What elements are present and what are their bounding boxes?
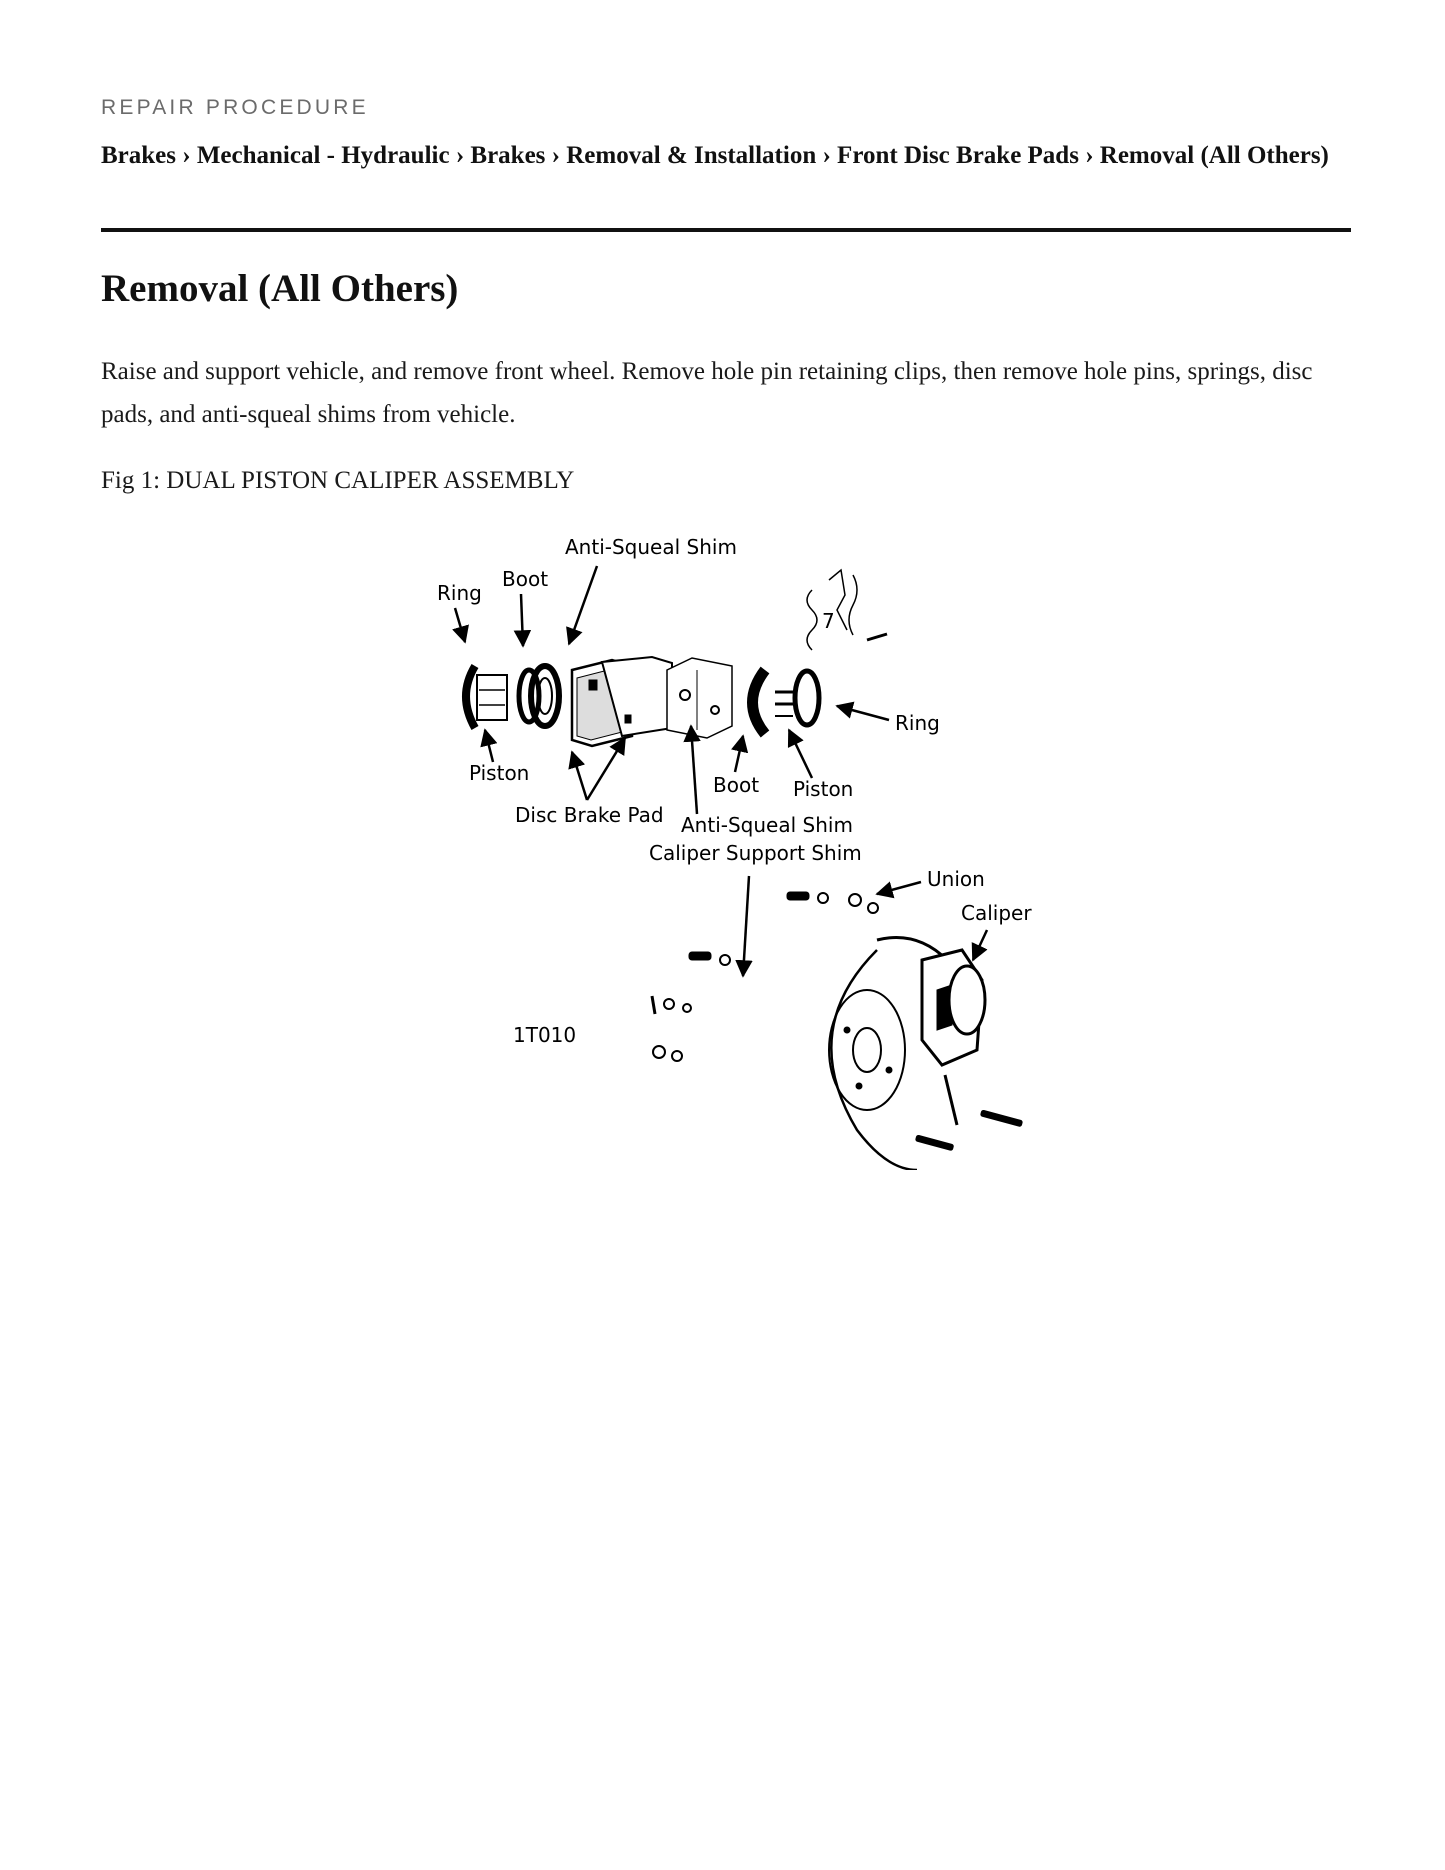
ring-right-drawing	[795, 671, 819, 725]
label-ring-left: Ring	[437, 581, 482, 605]
label-piston-right: Piston	[793, 777, 854, 801]
piston-left-drawing	[466, 666, 507, 728]
piston-right-drawing	[775, 692, 793, 716]
label-disc-brake-pad: Disc Brake Pad	[515, 803, 664, 827]
caliper-assembly-diagram	[397, 530, 1167, 1170]
breadcrumb: Brakes › Mechanical - Hydraulic › Brakes › Removal & Installation › Front Disc Brake Pads › Removal (All Others)	[101, 142, 1329, 169]
label-piston-left: Piston	[469, 761, 530, 785]
label-ring-right: Ring	[895, 711, 940, 735]
label-anti-squeal-shim-top: Anti-Squeal Shim	[565, 535, 737, 559]
pad-right-drawing	[667, 658, 732, 738]
bleeder-bolts-drawing	[915, 1110, 1022, 1151]
pad-left-drawing	[572, 657, 672, 746]
figure-caption: Fig 1: DUAL PISTON CALIPER ASSEMBLY	[101, 467, 575, 494]
label-union: Union	[927, 867, 985, 891]
header-divider	[101, 228, 1351, 232]
page-title: Removal (All Others)	[101, 267, 459, 310]
mounting-bolts-drawing	[652, 952, 730, 1061]
label-boot-left: Boot	[502, 567, 549, 591]
spring-clip-drawing	[807, 570, 887, 650]
label-boot-right: Boot	[713, 773, 760, 797]
label-caliper: Caliper	[961, 901, 1032, 925]
boot-right-drawing	[753, 670, 766, 734]
svg-text:7: 7	[822, 609, 835, 633]
label-part-number: 1T010	[513, 1023, 577, 1047]
label-caliper-support-shim: Caliper Support Shim	[649, 841, 862, 865]
caliper-body-drawing	[922, 950, 985, 1125]
section-kicker: REPAIR PROCEDURE	[101, 96, 369, 119]
label-anti-squeal-shim-bottom: Anti-Squeal Shim	[681, 813, 853, 837]
boot-left-drawing	[519, 666, 559, 726]
procedure-paragraph: Raise and support vehicle, and remove front wheel. Remove hole pin retaining clips, then remove hole pins, springs, disc pads, and anti-squeal shims from vehicle.	[101, 358, 1313, 428]
union-bolts-drawing	[787, 892, 878, 913]
